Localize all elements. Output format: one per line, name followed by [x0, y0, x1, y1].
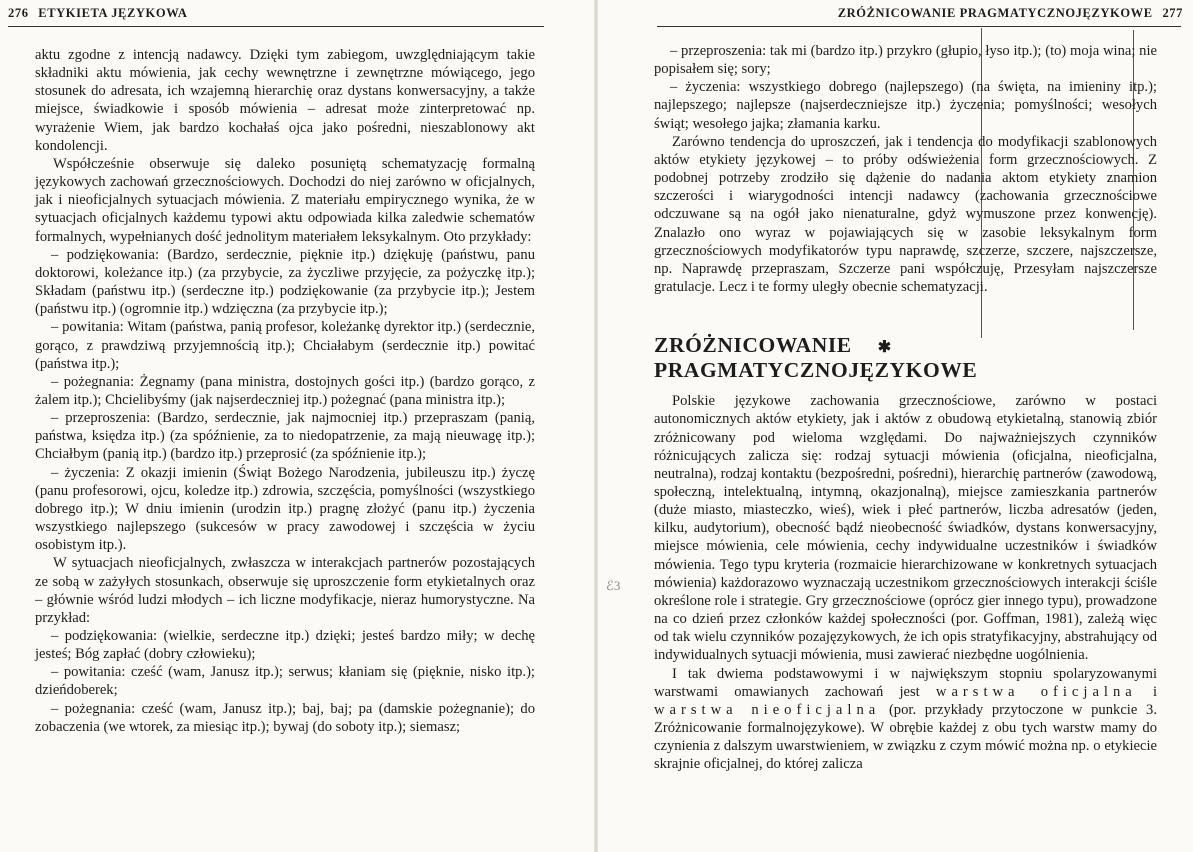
example-item: – przeproszenia: (Bardzo, serdecznie, jak najmocniej itp.) przepraszam (panią, państwa, księdza itp.) (za spóźnienie, za to niedopatrzenie, za mają nieuwagę itp.); Chciałbym (panią itp.) (bardzo itp.) przeprosić (za spóźnienie itp.); — [35, 410, 535, 463]
left-page — [0, 0, 596, 852]
example-item: – pożegnania: Żegnamy (pana ministra, dostojnych gości itp.) (bardzo gorąco, z żalem itp.); Chcielibyśmy (jak najserdeczniej itp.) pożegnać (pana ministra itp.); — [35, 373, 535, 408]
example-item: – powitania: cześć (wam, Janusz itp.); serwus; kłaniam się (pięknie, nisko itp.); dzieńdoberek; — [35, 664, 535, 699]
example-item: – życzenia: Z okazji imienin (Świąt Bożego Narodzenia, jubileuszu itp.) życzę (panu profesorowi, ojcu, koledze itp.) zdrowia, szczęścia, pomyślności (wszystkiego dobrego itp.); W dniu imienin (urodzin itp.) pragnę złożyć (panu itp.) życzenia wszystkiego najlepszego (sukcesów w pracy zawodowej i szczęścia w życiu osobistym itp.). — [35, 464, 535, 554]
right-page-number: 277 — [1162, 6, 1183, 20]
example-item: – powitania: Witam (państwa, panią profesor, koleżankę dyrektor itp.) (serdecznie, gorąco, z prawdziwą przyjemnością itp.); Chciałabym (serdecznie itp.) powitać (państwa itp.); — [35, 319, 535, 372]
example-item: – pożegnania: cześć (wam, Janusz itp.); baj, baj; pa (damskie pożegnanie); do zobaczenia (we wtorek, za miesiąc itp.); bywaj (do soboty itp.); siemasz; — [35, 700, 535, 735]
paragraph — [654, 665, 1157, 774]
left-page-number: 276 — [8, 6, 29, 20]
left-header-rule — [8, 26, 544, 27]
paragraph: aktu zgodne z intencją nadawcy. Dzięki tym zabiegom, uwzględniającym takie składniki aktu mówienia, jak cechy wewnętrzne i zewnętrzne mówiącego, jego stosunek do adresata, ich wzajemną hierarchię oraz dystans konwersacyjny, a także miejsce, świadkowie i sposób mówienia – adresat może zinterpretować np. wyrażenie Wiem, jak bardzo kochałaś ojca jako pośredni, nieszablonowy akt kondolencji. — [35, 47, 535, 154]
spaced-term: warstwa nieoficjalna — [654, 701, 881, 718]
ornament-icon: ✱ — [877, 339, 892, 357]
right-running-head — [838, 6, 1183, 21]
section-title — [654, 334, 1157, 381]
example-item: – życzenia: wszystkiego dobrego (najlepszego) (na święta, na imieniny itp.); najlepszego; najlepsze (najserdeczniejsze itp.) życzenia; pomyślności; wesołych świąt; wesołego jajka; złamania karku. — [654, 79, 1157, 132]
left-running-title: ETYKIETA JĘZYKOWA — [38, 6, 188, 20]
paragraph: Współcześnie obserwuje się daleko posuniętą schematyzację formalną językowych zachowań grzecznościowych. Dochodzi do niej zarówno w oficjalnych, jak i nieoficjalnych sytuacjach mówienia. Z materiału empirycznego wynika, że w sytuacjach oficjalnych każdemu typowi aktu odpowiada kilka zaledwie schematów formalnych, wypełnianych dość jednolitym materiałem leksykalnym. Oto przykłady: — [35, 155, 535, 245]
left-running-head — [8, 6, 188, 21]
example-item: – przeproszenia: tak mi (bardzo itp.) przykro (głupio, łyso itp.); (to) moja wina; nie popisałem się; sory; — [654, 43, 1157, 78]
example-item: – podziękowania: (Bardzo, serdecznie, pięknie itp.) dziękuję (państwu, panu doktorowi, koleżance itp.) (za przybycie, za życzliwe przyjęcie, za pożyczkę itp.); Składam (państwu itp.) (serdeczne itp.) podziękowanie (za przybycie itp.); Jestem (państwu itp.) (ogromnie itp.) wdzięczna (za przybycie itp.); — [35, 246, 535, 318]
right-header-rule — [657, 26, 1181, 27]
paragraph: W sytuacjach nieoficjalnych, zwłaszcza w interakcjach partnerów pozostających ze sobą w zażyłych stosunkach, obserwuje się uproszczenie form etykietalnych oraz – głównie wśród ludzi młodych – ich liczne modyfikacje, nieraz humorystyczne. Na przykład: — [35, 555, 535, 626]
paragraph-end: (por. przykłady przytoczone w punkcie 3. Zróżnicowanie formalnojęzykowe). W obrębie każdej z obu tych warstw mamy do czynienia z dalszym uwarstwieniem, w związku z czym mówić można np. o etykiecie skrajnie oficjalnej, do której zalicza — [654, 701, 1157, 773]
right-page — [597, 0, 1193, 852]
paragraph: Polskie językowe zachowania grzecznościowe, zarówno w postaci autonomicznych aktów etykiety, jak i aktów z obudową etykietalną, stanowią zbiór zróżnicowany pod wieloma względami. Do najważniejszych czynników różnicujących zalicza się: rodzaj sytuacji mówienia (oficjalna, nieoficjalna, neutralna), rodzaj kontaktu (bezpośredni, pośredni), hierarchię partnerów (zawodową, społeczną, intelektualną, intymną, okazjonalną), miejsce zamieszkania partnerów (duże miasto, miasteczko, wieś), wiek i płeć partnerów, liczba adresatów (jeden, kilku, audytorium), obecność bądź nieobecność świadków, dystans konwersacyjny, miejsce mówienia, cele mówienia, cechy indywidualne uczestników i świadków mówienia. Tego typu kryteria (rozmaicie hierarchizowane w konkretnych sytuacjach mówienia) każdorazowo wyznaczają uczestnikom grzecznościowych interakcji ściśle określone role i strategie. Gry grzecznościowe (oprócz gier innego typu), prowadzone na co dzień przez członków każdej społeczności (por. Goffman, 1981), zależą więc od tak wielu czynników pozajęzykowych, że ich opis stratyfikacyjny, abstrahujący od indywidualnych sytuacji mówienia, musi zawierać niezbędne uogólnienia. — [654, 393, 1157, 664]
right-body-text — [654, 42, 1157, 773]
section-title-line1: ZRÓŻNICOWANIE — [654, 333, 852, 358]
paragraph-connector: i — [1152, 683, 1157, 700]
right-running-title: ZRÓŻNICOWANIE PRAGMATYCZNOJĘZYKOWE — [837, 6, 1153, 20]
spaced-term: warstwa oficjalna — [935, 683, 1137, 700]
margin-mark: ℰ3 — [606, 578, 621, 593]
paragraph-start: I tak dwiema podstawowymi i w największym stopniu spolaryzowanymi warstwami omawianych zachowań jest — [654, 665, 1157, 700]
example-item: – podziękowania: (wielkie, serdeczne itp.) dzięki; jesteś bardzo miły; w dechę jesteś; Bóg zapłać (dobry człowieku); — [35, 628, 535, 663]
left-body-text — [35, 46, 535, 736]
section-title-line2: PRAGMATYCZNOJĘZYKOWE — [654, 358, 978, 383]
paragraph: Zarówno tendencja do uproszczeń, jak i tendencja do modyfikacji szablonowych aktów etykiety językowej – to próby odświeżenia form grzecznościowych. Z podobnej potrzeby zrodziło się dążenie do nadania aktom etykiety znamion szczerości i wiarygodności intencji nadawcy (zachowania grzecznościowe odczuwane są na ogół jako nienaturalne, gdyż wymuszone przez konwencję). Znalazło ono wyraz w pojawiających się w zasobie leksykalnym form grzecznościowych modyfikatorów typu naprawdę, szczerze, szczere, najszczersze, np. Naprawdę przepraszam, Szczerze pani współczuję, Przesyłam najszczersze gratulacje. Lecz i te formy uległy obecnie schematyzacji. — [654, 133, 1157, 296]
